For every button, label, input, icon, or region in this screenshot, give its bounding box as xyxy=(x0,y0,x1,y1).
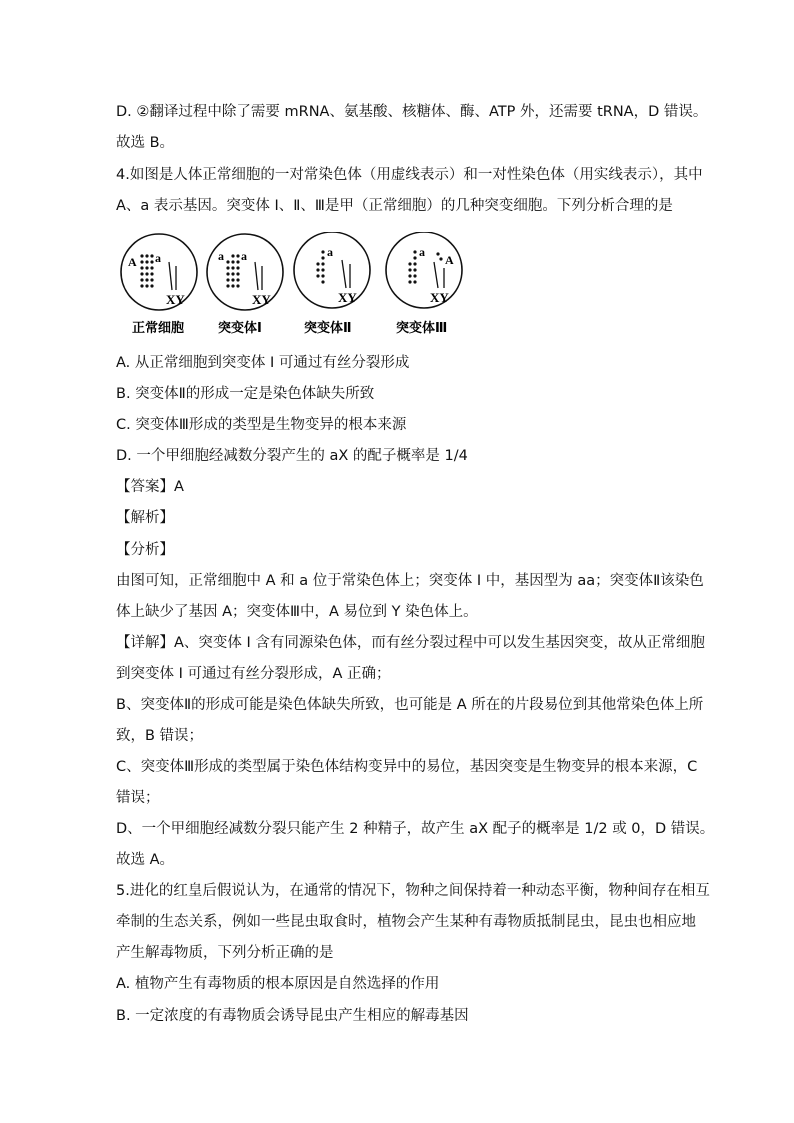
cell-caption: 正常细胞 xyxy=(132,321,185,336)
analysis-heading: 【解析】 xyxy=(116,510,174,526)
cell-caption: 突变体Ⅱ xyxy=(304,321,352,336)
text-line: 故选 B。 xyxy=(116,135,175,151)
question-5-stem: 产生解毒物质，下列分析正确的是 xyxy=(116,945,334,961)
gene-label: A xyxy=(445,253,454,267)
option-b: B. 突变体Ⅱ的形成一定是染色体缺失所致 xyxy=(116,386,375,402)
option-a: A. 从正常细胞到突变体 Ⅰ 可通过有丝分裂形成 xyxy=(116,355,410,371)
text-line: 故选 A。 xyxy=(116,852,175,868)
question-4-stem: 4.如图是人体正常细胞的一对常染色体（用虚线表示）和一对性染色体（用实线表示），其中 xyxy=(116,167,703,183)
cell-caption: 突变体Ⅰ xyxy=(218,321,262,336)
question-5-stem: 5.进化的红皇后假说认为，在通常的情况下，物种之间保持着一种动态平衡，物种间存在相互 xyxy=(116,883,710,899)
analysis-text: 由图可知，正常细胞中 A 和 a 位于常染色体上；突变体 Ⅰ 中，基因型为 aa；突变体Ⅱ该染色 xyxy=(116,573,704,589)
analysis-subheading: 【分析】 xyxy=(116,542,174,558)
detail-text: 错误； xyxy=(116,790,160,806)
detail-text: C、突变体Ⅲ形成的类型属于染色体结构变异中的易位，基因突变是生物变异的根本来源，C xyxy=(116,759,698,775)
gene-label: a xyxy=(419,245,425,259)
detail-text: 【详解】A、突变体 Ⅰ 含有同源染色体，而有丝分裂过程中可以发生基因突变，故从正常细胞 xyxy=(116,635,705,651)
option-b: B. 一定浓度的有毒物质会诱导昆虫产生相应的解毒基因 xyxy=(116,1008,469,1024)
option-a: A. 植物产生有毒物质的根本原因是自然选择的作用 xyxy=(116,976,440,992)
gene-label: a xyxy=(327,245,333,259)
sex-chromosome-label: XY xyxy=(166,292,185,307)
text-line: D. ②翻译过程中除了需要 mRNA、氨基酸、核糖体、酶、ATP 外，还需要 tRNA，D 错误。 xyxy=(116,104,708,120)
answer-heading: 【答案】A xyxy=(116,479,184,495)
analysis-text: 体上缺少了基因 A；突变体Ⅲ中，A 易位到 Y 染色体上。 xyxy=(116,604,478,620)
cell-mutant-2 xyxy=(294,232,370,308)
cell-caption: 突变体Ⅲ xyxy=(396,321,448,336)
detail-text: D、一个甲细胞经减数分裂只能产生 2 种精子，故产生 aX 配子的概率是 1/2 或 0，D 错误。 xyxy=(116,821,715,837)
gene-label: A xyxy=(128,255,137,269)
detail-text: 致，B 错误； xyxy=(116,728,204,744)
sex-chromosome-label: XY xyxy=(430,290,449,305)
gene-label: a xyxy=(218,249,224,263)
chromosome-figure xyxy=(112,232,482,344)
cell-mutant-1 xyxy=(207,234,283,310)
cell-normal xyxy=(121,234,197,310)
question-5-stem: 牵制的生态关系，例如一些昆虫取食时，植物会产生某种有毒物质抵制昆虫，昆虫也相应地 xyxy=(116,914,696,930)
sex-chromosome-label: XY xyxy=(252,292,271,307)
detail-text: B、突变体Ⅱ的形成可能是染色体缺失所致，也可能是 A 所在的片段易位到其他常染色体上所 xyxy=(116,697,704,713)
option-d: D. 一个甲细胞经减数分裂产生的 aX 的配子概率是 1/4 xyxy=(116,448,468,464)
question-4-stem: A、a 表示基因。突变体 Ⅰ、Ⅱ、Ⅲ是甲（正常细胞）的几种突变细胞。下列分析合理的是 xyxy=(116,198,673,214)
option-c: C. 突变体Ⅲ形成的类型是生物变异的根本来源 xyxy=(116,417,407,433)
gene-label: a xyxy=(241,249,247,263)
detail-text: 到突变体 Ⅰ 可通过有丝分裂形成，A 正确； xyxy=(116,666,391,682)
sex-chromosome-label: XY xyxy=(338,290,357,305)
gene-label: a xyxy=(155,251,161,265)
cell-mutant-3 xyxy=(386,232,462,308)
